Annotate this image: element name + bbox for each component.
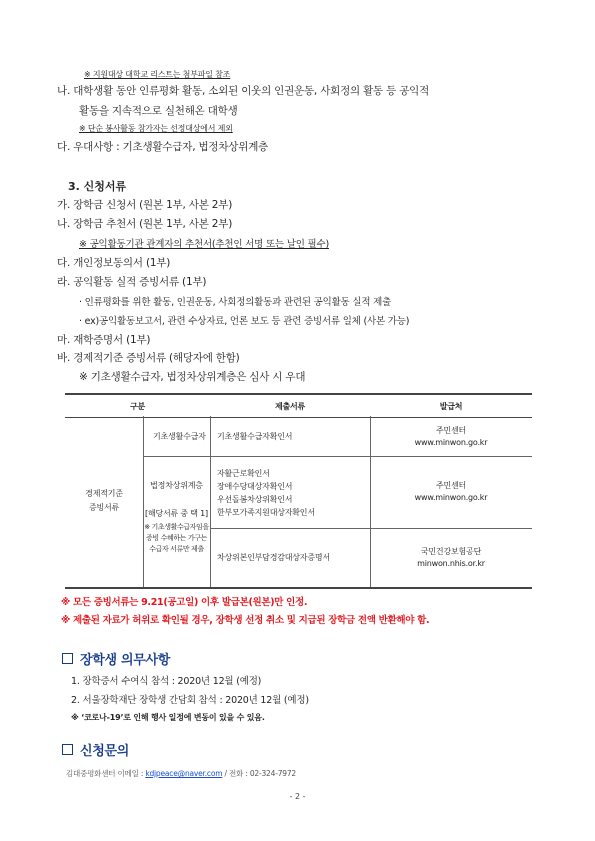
criteria-na-line1: 나. 대학생활 동안 인류평화 활동, 소외된 이웃의 인권운동, 사회정의 활동 등 공익적 [57, 85, 430, 97]
row2-type-note3: 증빙 수혜하는 가구는 [146, 534, 207, 542]
duty-item-1: 1. 장학증서 수여식 참석 : 2020년 12월 (예정) [71, 676, 262, 687]
recommendation-note: ※ 공익활동기관 관계자의 추천서(추천인 서명 또는 날인 필수) [79, 239, 329, 250]
duty-item-2: 2. 서울장학재단 장학생 간담회 참석 : 2020년 12월 (예정) [71, 695, 309, 706]
section3-title: 3. 신청서류 [68, 180, 127, 193]
row1-type: 기초생활수급자 [153, 432, 206, 441]
volunteer-exclusion-note: ※ 단순 봉사활동 참가자는 선정대상에서 제외 [79, 124, 233, 133]
group-label-1: 경제적기준 [85, 489, 123, 498]
row2-doc-3: 우선돌봄차상위확인서 [217, 495, 293, 504]
doc-item-ba: 바. 경제적기준 증빙서류 (해당자에 한함) [57, 352, 240, 364]
economic-preference-note: ※ 기초생활수급자, 법정차상위계층은 심사 시 우대 [79, 371, 306, 383]
doc-item-ga: 가. 장학금 신청서 (원본 1부, 사본 2부) [57, 199, 233, 211]
covid-note: ※ ‘코로나-19’로 인해 행사 일정에 변동이 있을 수 있음. [71, 713, 265, 722]
contact-email-link[interactable]: kdjpeace@naver.com [145, 769, 223, 778]
row1-doc: 기초생활수급자확인서 [217, 432, 293, 441]
criteria-na-line2: 활동을 지속적으로 실천해온 대학생 [79, 105, 238, 117]
row2-issuer-url: www.minwon.go.kr [414, 493, 488, 502]
table-body [65, 416, 532, 588]
row2-type-note2: ※ 기초생활수급자임을 [144, 523, 209, 531]
documents-table [65, 393, 532, 418]
row3-issuer-url: minwon.nhis.or.kr [417, 559, 485, 568]
row3-issuer-name: 국민건강보험공단 [420, 547, 482, 556]
duties-title: 장학생 의무사항 [80, 653, 171, 668]
contact-prefix: 김대중평화센터 이메일 : [66, 769, 146, 778]
contact-phone: / 전화 : 02-324-7972 [222, 769, 296, 778]
row2-type: 법정차상위계층 [150, 481, 203, 490]
inquiry-title: 신청문의 [80, 744, 130, 759]
table-header-row [65, 394, 532, 418]
warning-original-docs: ※ 모든 증빙서류는 9.21(공고일) 이후 발급본(원본)만 인정. [61, 597, 308, 608]
table-header-documents: 제출서류 [210, 394, 370, 418]
group-label-2: 증빙서류 [88, 503, 120, 512]
doc-item-ra: 라. 공익활동 실적 증빙서류 (1부) [57, 276, 207, 288]
doc-item-ra-sub1: · 인류평화를 위한 활동, 인권운동, 사회정의활동과 관련된 공익활동 실적 제출 [79, 297, 392, 308]
support-list-note: ※ 지원대상 대학교 리스트는 첨부파일 참조 [84, 70, 231, 79]
row2-doc-4: 한부모가족지원대상자확인서 [217, 508, 315, 517]
row2-doc-2: 장애수당대상자확인서 [217, 482, 293, 491]
table-header-category: 구분 [65, 394, 210, 418]
doc-item-na: 나. 장학금 추천서 (원본 1부, 사본 2부) [57, 218, 233, 230]
row2-issuer-name: 주민센터 [435, 481, 467, 490]
page-number: - 2 - [289, 792, 306, 801]
row1-issuer-url: www.minwon.go.kr [414, 438, 488, 447]
row1-issuer-name: 주민센터 [435, 426, 467, 435]
row2-type-note4: 수급자 서류만 제출 [149, 545, 204, 553]
inquiry-square-icon [62, 744, 73, 755]
row2-doc-1: 자활근로확인서 [217, 469, 270, 478]
preference-item: 다. 우대사항 : 기초생활수급자, 법정차상위계층 [57, 141, 269, 153]
doc-item-ma: 마. 재학증명서 (1부) [57, 334, 151, 346]
row3-doc: 차상위본인부담경감대상자증명서 [217, 553, 330, 562]
contact-line [66, 768, 296, 779]
table-header-issuer: 발급처 [370, 394, 532, 418]
row2-type-note1: [해당서류 중 택 1] [145, 509, 208, 518]
duties-square-icon [62, 653, 73, 664]
warning-false-docs: ※ 제출된 자료가 허위로 확인될 경우, 장학생 선정 취소 및 지급된 장학금 전액 반환해야 함. [61, 615, 430, 626]
doc-item-da: 다. 개인정보동의서 (1부) [57, 257, 171, 269]
doc-item-ra-sub2: · ex)공익활동보고서, 관련 수상자료, 언론 보도 등 관련 증빙서류 일체 (사본 가능) [79, 316, 410, 327]
